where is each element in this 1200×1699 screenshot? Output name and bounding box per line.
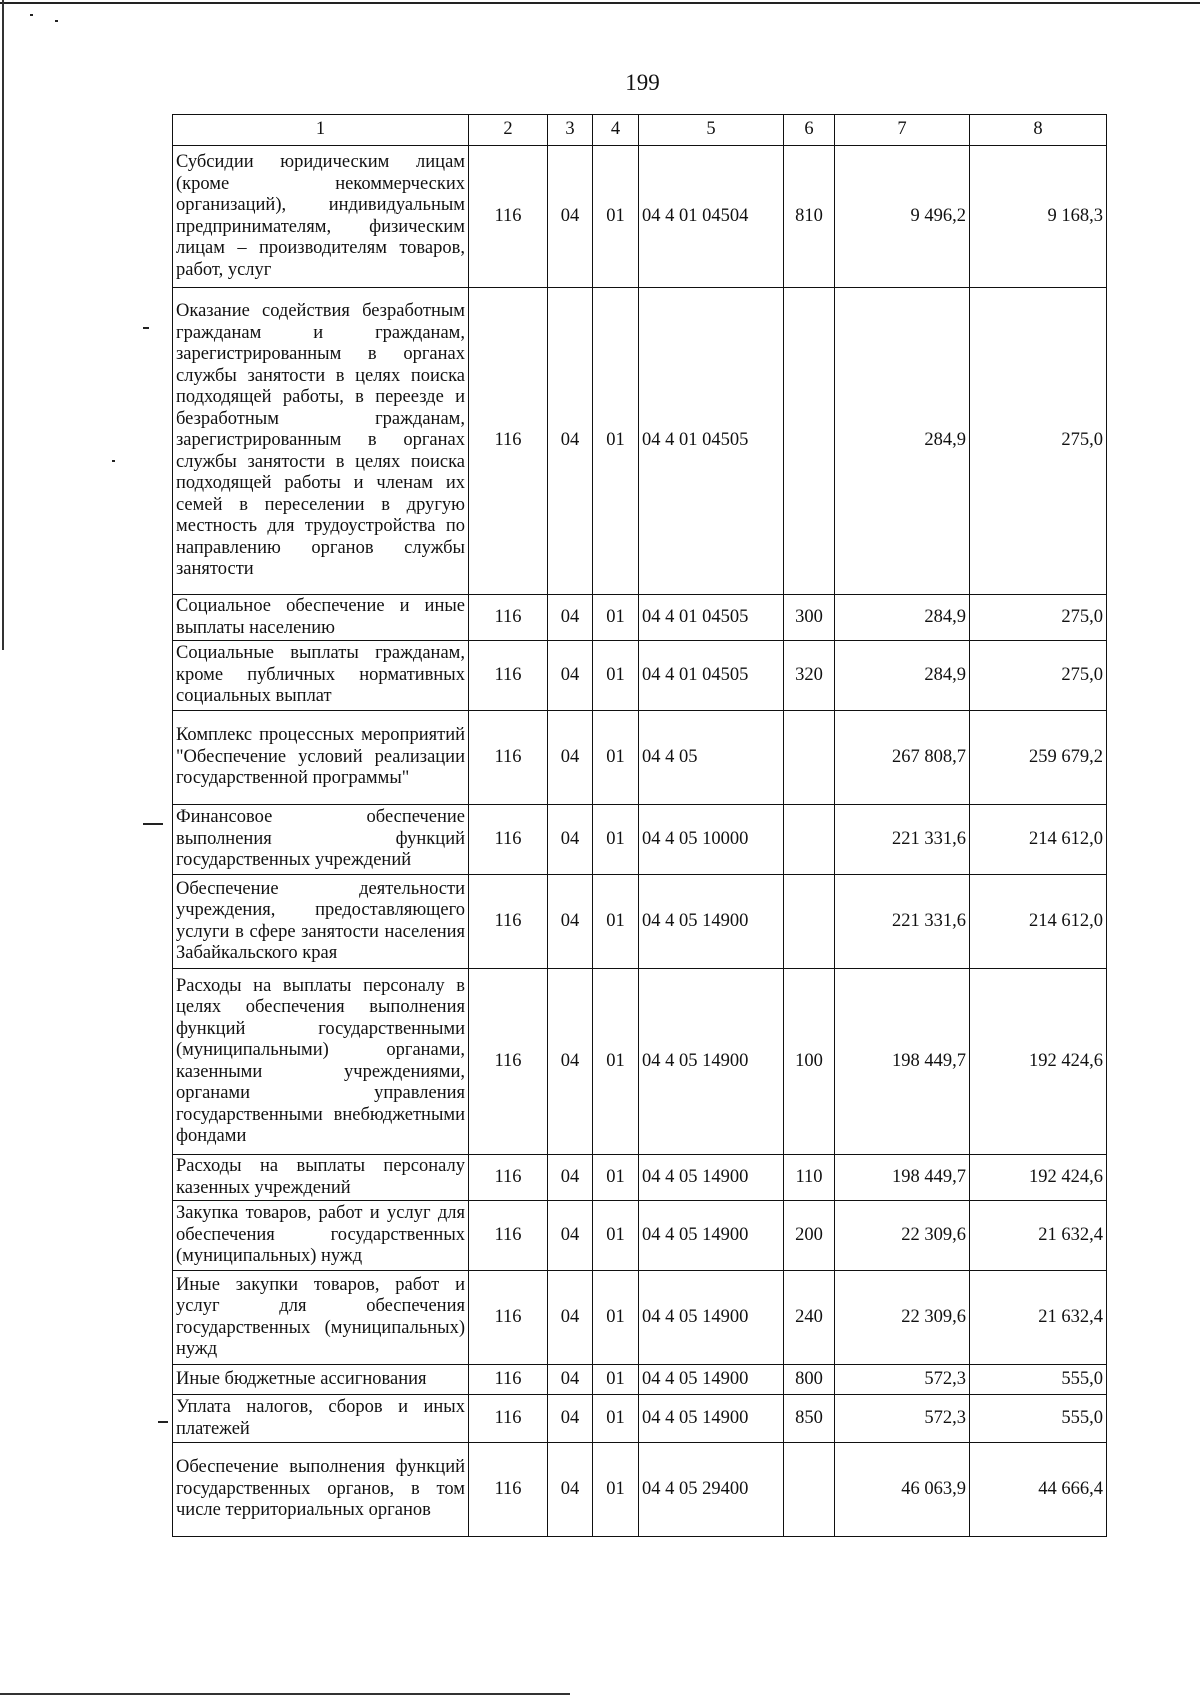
cell-subsection: 01 xyxy=(593,875,639,969)
row-name: Иные бюджетные ассигнования xyxy=(173,1365,469,1395)
column-header: 1 xyxy=(173,115,469,146)
cell-expense-type: 100 xyxy=(784,969,835,1155)
cell-subsection: 01 xyxy=(593,146,639,288)
cell-subsection: 01 xyxy=(593,288,639,595)
cell-amount-2: 192 424,6 xyxy=(970,969,1107,1155)
table-row xyxy=(173,288,1107,595)
cell-amount-2: 555,0 xyxy=(970,1395,1107,1443)
cell-expense-type: 200 xyxy=(784,1201,835,1271)
cell-target-code: 04 4 05 14900 xyxy=(639,1201,784,1271)
cell-amount-1: 284,9 xyxy=(835,641,970,711)
column-header: 8 xyxy=(970,115,1107,146)
scan-speck xyxy=(158,1421,168,1423)
cell-ministry: 116 xyxy=(469,805,548,875)
cell-section: 04 xyxy=(548,595,593,641)
cell-ministry: 116 xyxy=(469,641,548,711)
cell-amount-1: 198 449,7 xyxy=(835,1155,970,1201)
cell-amount-2: 44 666,4 xyxy=(970,1443,1107,1537)
table-row xyxy=(173,595,1107,641)
row-name: Расходы на выплаты персоналу в целях обеспечения выполнения функций государственными (муниципальными) органами, казенными учреждениями, органами управления государственными внебюджетными фондами xyxy=(173,969,469,1155)
row-name: Субсидии юридическим лицам (кроме некоммерческих организаций), индивидуальным предпринимателям, физическим лицам – производителям товаров, работ, услуг xyxy=(173,146,469,288)
cell-ministry: 116 xyxy=(469,1155,548,1201)
scan-speck xyxy=(112,460,115,462)
row-name: Закупка товаров, работ и услуг для обеспечения государственных (муниципальных) нужд xyxy=(173,1201,469,1271)
cell-amount-1: 22 309,6 xyxy=(835,1201,970,1271)
cell-subsection: 01 xyxy=(593,1201,639,1271)
scan-edge-top xyxy=(0,2,1200,4)
cell-amount-1: 221 331,6 xyxy=(835,875,970,969)
cell-amount-2: 275,0 xyxy=(970,641,1107,711)
cell-subsection: 01 xyxy=(593,1443,639,1537)
cell-section: 04 xyxy=(548,875,593,969)
cell-ministry: 116 xyxy=(469,711,548,805)
table-row xyxy=(173,1271,1107,1365)
row-name: Финансовое обеспечение выполнения функций государственных учреждений xyxy=(173,805,469,875)
column-header: 7 xyxy=(835,115,970,146)
cell-ministry: 116 xyxy=(469,1443,548,1537)
table-row xyxy=(173,1201,1107,1271)
scan-speck xyxy=(143,823,163,825)
cell-amount-1: 22 309,6 xyxy=(835,1271,970,1365)
cell-ministry: 116 xyxy=(469,969,548,1155)
scan-speck xyxy=(30,14,33,16)
cell-expense-type xyxy=(784,711,835,805)
cell-ministry: 116 xyxy=(469,1365,548,1395)
cell-section: 04 xyxy=(548,288,593,595)
cell-expense-type: 240 xyxy=(784,1271,835,1365)
cell-section: 04 xyxy=(548,1395,593,1443)
scan-edge-left xyxy=(2,0,4,650)
cell-section: 04 xyxy=(548,1201,593,1271)
column-header: 5 xyxy=(639,115,784,146)
table-row xyxy=(173,875,1107,969)
cell-section: 04 xyxy=(548,805,593,875)
scan-edge-bottom xyxy=(0,1693,570,1695)
cell-amount-2: 275,0 xyxy=(970,288,1107,595)
cell-subsection: 01 xyxy=(593,1395,639,1443)
table-row xyxy=(173,641,1107,711)
row-name: Оказание содействия безработным гражданам и гражданам, зарегистрированным в органах службы занятости в целях поиска подходящей работы, в переезде и безработным гражданам, зарегистрированным в органах службы занятости в целях поиска подходящей работы и членам их семей в переселении в другую местность для трудоустройства по направлению органов службы занятости xyxy=(173,288,469,595)
cell-target-code: 04 4 05 14900 xyxy=(639,969,784,1155)
cell-section: 04 xyxy=(548,1443,593,1537)
cell-subsection: 01 xyxy=(593,1271,639,1365)
cell-target-code: 04 4 05 29400 xyxy=(639,1443,784,1537)
column-header: 4 xyxy=(593,115,639,146)
cell-section: 04 xyxy=(548,711,593,805)
cell-section: 04 xyxy=(548,1271,593,1365)
cell-subsection: 01 xyxy=(593,969,639,1155)
cell-ministry: 116 xyxy=(469,595,548,641)
cell-expense-type xyxy=(784,1443,835,1537)
cell-amount-2: 21 632,4 xyxy=(970,1201,1107,1271)
cell-section: 04 xyxy=(548,146,593,288)
table-row xyxy=(173,1395,1107,1443)
cell-amount-1: 221 331,6 xyxy=(835,805,970,875)
table-row xyxy=(173,146,1107,288)
cell-subsection: 01 xyxy=(593,595,639,641)
cell-amount-1: 572,3 xyxy=(835,1365,970,1395)
row-name: Обеспечение выполнения функций государственных органов, в том числе территориальных органов xyxy=(173,1443,469,1537)
scan-speck xyxy=(55,20,58,22)
cell-subsection: 01 xyxy=(593,641,639,711)
cell-ministry: 116 xyxy=(469,1395,548,1443)
cell-expense-type: 300 xyxy=(784,595,835,641)
cell-expense-type: 110 xyxy=(784,1155,835,1201)
cell-ministry: 116 xyxy=(469,875,548,969)
row-name: Иные закупки товаров, работ и услуг для обеспечения государственных (муниципальных) нужд xyxy=(173,1271,469,1365)
column-header: 2 xyxy=(469,115,548,146)
cell-target-code: 04 4 05 14900 xyxy=(639,875,784,969)
cell-target-code: 04 4 01 04504 xyxy=(639,146,784,288)
row-name: Уплата налогов, сборов и иных платежей xyxy=(173,1395,469,1443)
cell-amount-1: 198 449,7 xyxy=(835,969,970,1155)
cell-target-code: 04 4 05 14900 xyxy=(639,1395,784,1443)
cell-amount-1: 284,9 xyxy=(835,595,970,641)
row-name: Обеспечение деятельности учреждения, предоставляющего услуги в сфере занятости населения Забайкальского края xyxy=(173,875,469,969)
cell-ministry: 116 xyxy=(469,1201,548,1271)
cell-target-code: 04 4 05 14900 xyxy=(639,1155,784,1201)
cell-amount-2: 192 424,6 xyxy=(970,1155,1107,1201)
row-name: Расходы на выплаты персоналу казенных учреждений xyxy=(173,1155,469,1201)
cell-amount-1: 9 496,2 xyxy=(835,146,970,288)
cell-expense-type: 850 xyxy=(784,1395,835,1443)
cell-section: 04 xyxy=(548,1365,593,1395)
cell-target-code: 04 4 01 04505 xyxy=(639,641,784,711)
cell-amount-2: 214 612,0 xyxy=(970,875,1107,969)
cell-ministry: 116 xyxy=(469,1271,548,1365)
cell-target-code: 04 4 05 14900 xyxy=(639,1271,784,1365)
cell-subsection: 01 xyxy=(593,711,639,805)
cell-amount-2: 555,0 xyxy=(970,1365,1107,1395)
cell-section: 04 xyxy=(548,969,593,1155)
scan-speck xyxy=(143,327,149,329)
cell-subsection: 01 xyxy=(593,1365,639,1395)
cell-amount-2: 214 612,0 xyxy=(970,805,1107,875)
page-number: 199 xyxy=(625,70,660,95)
column-header: 6 xyxy=(784,115,835,146)
cell-target-code: 04 4 05 10000 xyxy=(639,805,784,875)
cell-amount-1: 267 808,7 xyxy=(835,711,970,805)
table-row xyxy=(173,1155,1107,1201)
cell-expense-type xyxy=(784,288,835,595)
cell-target-code: 04 4 01 04505 xyxy=(639,595,784,641)
budget-table xyxy=(172,114,1107,1537)
column-header: 3 xyxy=(548,115,593,146)
cell-section: 04 xyxy=(548,1155,593,1201)
cell-section: 04 xyxy=(548,641,593,711)
cell-amount-2: 21 632,4 xyxy=(970,1271,1107,1365)
cell-expense-type: 320 xyxy=(784,641,835,711)
cell-amount-1: 46 063,9 xyxy=(835,1443,970,1537)
cell-expense-type: 800 xyxy=(784,1365,835,1395)
table-row xyxy=(173,711,1107,805)
table-row xyxy=(173,1365,1107,1395)
cell-expense-type xyxy=(784,805,835,875)
cell-subsection: 01 xyxy=(593,1155,639,1201)
table-row xyxy=(173,1443,1107,1537)
cell-amount-1: 284,9 xyxy=(835,288,970,595)
cell-subsection: 01 xyxy=(593,805,639,875)
cell-amount-1: 572,3 xyxy=(835,1395,970,1443)
row-name: Комплекс процессных мероприятий "Обеспечение условий реализации государственной программы" xyxy=(173,711,469,805)
row-name: Социальные выплаты гражданам, кроме публичных нормативных социальных выплат xyxy=(173,641,469,711)
cell-amount-2: 259 679,2 xyxy=(970,711,1107,805)
cell-target-code: 04 4 01 04505 xyxy=(639,288,784,595)
cell-target-code: 04 4 05 14900 xyxy=(639,1365,784,1395)
table-row xyxy=(173,805,1107,875)
cell-amount-2: 9 168,3 xyxy=(970,146,1107,288)
cell-ministry: 116 xyxy=(469,146,548,288)
table-row xyxy=(173,969,1107,1155)
cell-expense-type: 810 xyxy=(784,146,835,288)
cell-ministry: 116 xyxy=(469,288,548,595)
cell-amount-2: 275,0 xyxy=(970,595,1107,641)
cell-target-code: 04 4 05 xyxy=(639,711,784,805)
cell-expense-type xyxy=(784,875,835,969)
header-row xyxy=(173,115,1107,146)
row-name: Социальное обеспечение и иные выплаты населению xyxy=(173,595,469,641)
